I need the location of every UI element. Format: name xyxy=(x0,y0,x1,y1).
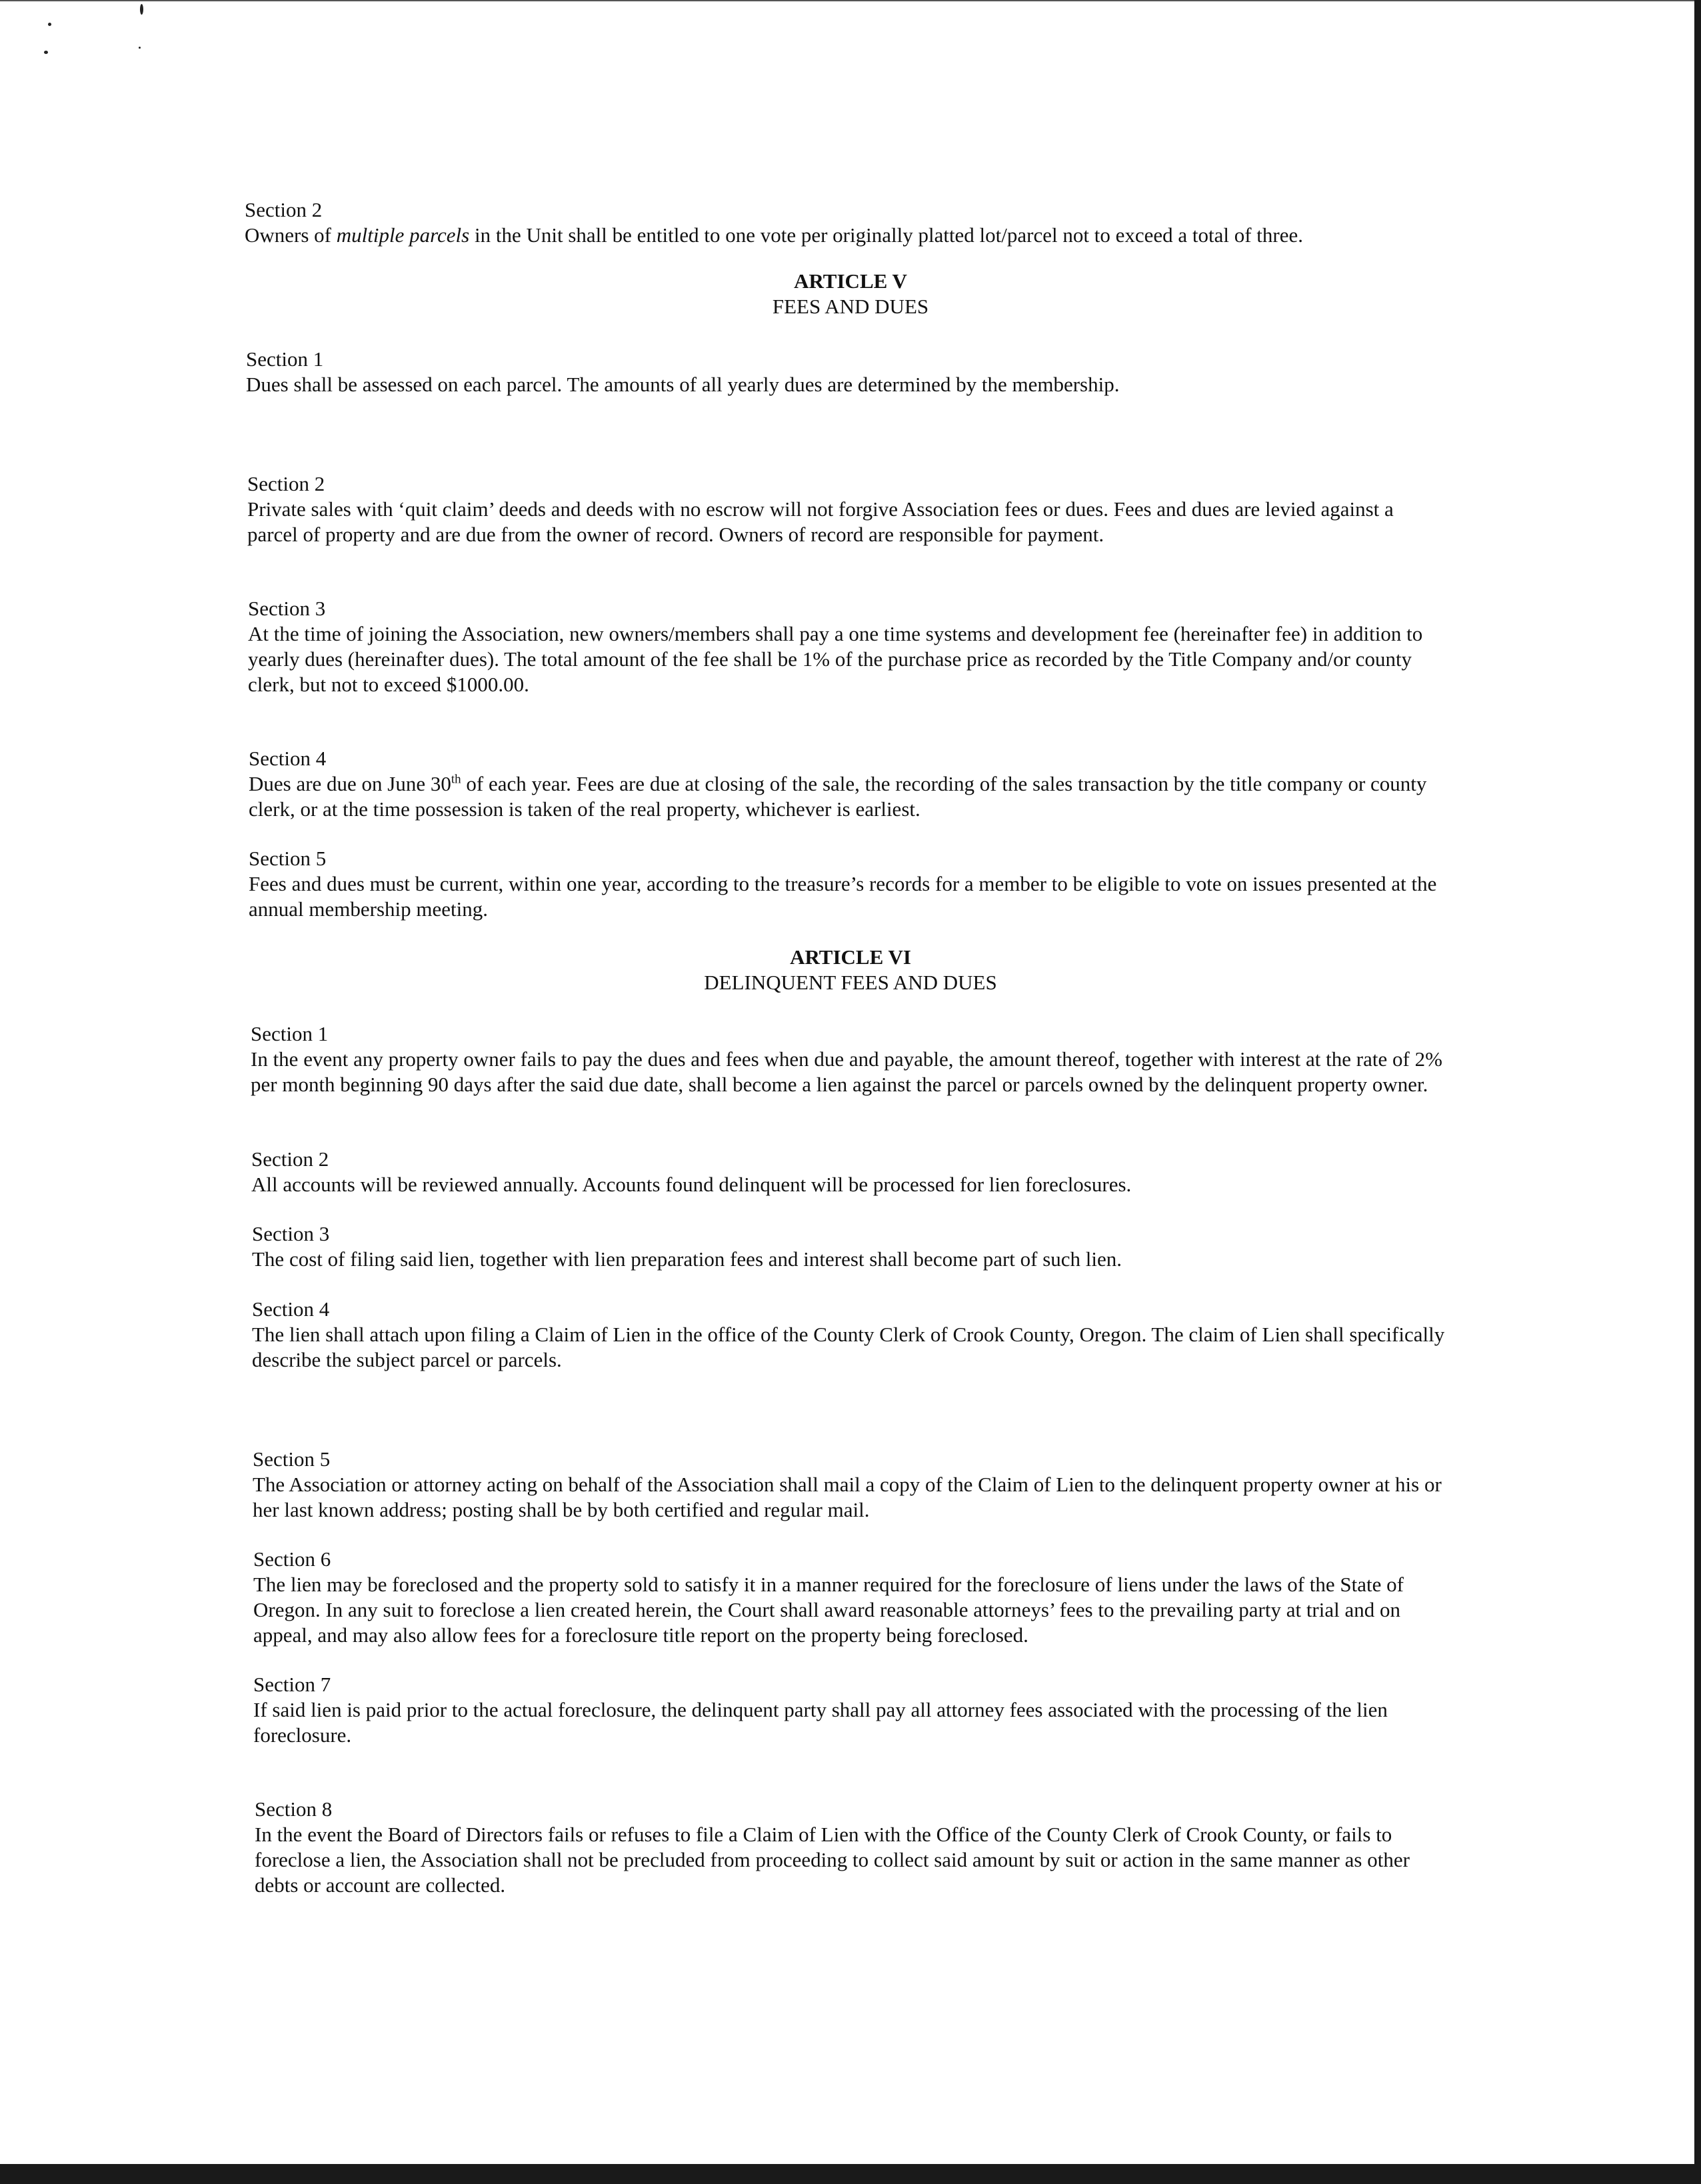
section-block xyxy=(253,1547,1453,1648)
superscript: th xyxy=(451,772,461,787)
article-subtitle: DELINQUENT FEES AND DUES xyxy=(704,971,997,994)
section-text: Fees and dues must be current, within one year, according to the treasure’s records for a member to be eligible to vote on issues presented at the annual membership meeting. xyxy=(249,872,1437,921)
section-heading: Section 2 xyxy=(251,1147,329,1171)
section-heading: Section 2 xyxy=(245,198,323,221)
article-heading xyxy=(751,269,950,319)
section-text: If said lien is paid prior to the actual foreclosure, the delinquent party shall pay all attorney fees associated with the processing of the lien foreclosure. xyxy=(253,1698,1388,1747)
section-block xyxy=(252,1297,1452,1373)
section-text: The lien may be foreclosed and the property sold to satisfy it in a manner required for the foreclosure of liens under the laws of the State of Oregon. In any suit to foreclose a lien created herein, the Court shall award reasonable attorneys’ fees to the prevailing party at trial and on appeal, and may also allow fees for a foreclosure title report on the property being foreclosed. xyxy=(253,1573,1404,1647)
section-heading: Section 5 xyxy=(249,847,327,870)
section-text: Dues shall be assessed on each parcel. The amounts of all yearly dues are determined by the membership. xyxy=(246,373,1120,396)
scan-bottom-border xyxy=(0,2164,1701,2184)
section-heading: Section 4 xyxy=(252,1297,330,1321)
section-block xyxy=(251,1147,1451,1197)
article-title: ARTICLE VI xyxy=(790,945,911,969)
section-text: The cost of filing said lien, together with lien preparation fees and interest shall become part of such lien. xyxy=(252,1247,1122,1271)
section-block xyxy=(252,1221,1452,1272)
section-heading: Section 7 xyxy=(253,1673,331,1696)
section-block xyxy=(248,596,1448,697)
section-block xyxy=(247,471,1447,547)
section-text: Private sales with ‘quit claim’ deeds and deeds with no escrow will not forgive Association fees or dues. Fees and dues are levied against a parcel of property and are due from the owner of record. Owners of record are responsible for payment. xyxy=(247,497,1394,546)
scan-right-border xyxy=(1694,0,1701,2184)
section-text: In the event any property owner fails to pay the dues and fees when due and payable, the amount thereof, together with interest at the rate of 2% per month beginning 90 days after the said due date, shall become a lien against the parcel or parcels owned by the delinquent property owner. xyxy=(251,1047,1442,1096)
section-text: Dues are due on June 30th of each year. Fees are due at closing of the sale, the recording of the sales transaction by the title company or county clerk, or at the time possession is taken of the real property, whichever is earliest. xyxy=(249,772,1427,821)
section-block xyxy=(251,1021,1450,1097)
article-heading xyxy=(684,945,1017,995)
section-heading: Section 8 xyxy=(255,1797,333,1821)
section-block xyxy=(253,1672,1453,1748)
section-heading: Section 3 xyxy=(252,1222,330,1245)
section-text: In the event the Board of Directors fails or refuses to file a Claim of Lien with the Office of the County Clerk of Crook County, or fails to foreclose a lien, the Association shall not be precluded from proceeding to collect said amount by suit or action in the same manner as other debts or account are collected. xyxy=(255,1823,1410,1897)
section-block xyxy=(245,197,1444,248)
section-heading: Section 4 xyxy=(249,747,327,770)
section-text: The Association or attorney acting on behalf of the Association shall mail a copy of the Claim of Lien to the delinquent property owner at his or her last known address; posting shall be by both certified and regular mail. xyxy=(253,1473,1442,1521)
section-block xyxy=(246,347,1446,397)
scan-speck xyxy=(139,47,141,49)
section-text: Owners of multiple parcels in the Unit shall be entitled to one vote per originally platted lot/parcel not to exceed a total of three. xyxy=(245,223,1304,247)
scan-speck xyxy=(140,4,143,15)
section-heading: Section 1 xyxy=(251,1022,329,1045)
section-text: All accounts will be reviewed annually. Accounts found delinquent will be processed for lien foreclosures. xyxy=(251,1173,1132,1196)
article-subtitle: FEES AND DUES xyxy=(772,295,929,318)
section-block xyxy=(249,846,1448,922)
section-block xyxy=(255,1797,1454,1898)
section-heading: Section 5 xyxy=(253,1447,331,1471)
section-text: At the time of joining the Association, new owners/members shall pay a one time systems and development fee (hereinafter fee) in addition to yearly dues (hereinafter dues). The total amount of the fee shall be 1% of the purchase price as recorded by the Title Company and/or county clerk, but not to exceed $1000.00. xyxy=(248,622,1423,696)
scan-top-edge xyxy=(0,0,1701,1)
scan-speck xyxy=(44,51,48,54)
section-heading: Section 6 xyxy=(253,1547,331,1571)
section-block xyxy=(253,1447,1452,1523)
section-text: The lien shall attach upon filing a Claim of Lien in the office of the County Clerk of Crook County, Oregon. The claim of Lien shall specifically describe the subject parcel or parcels. xyxy=(252,1323,1445,1371)
section-heading: Section 3 xyxy=(248,597,326,620)
scan-speck xyxy=(48,23,51,26)
section-block xyxy=(249,746,1448,822)
section-heading: Section 2 xyxy=(247,472,325,495)
article-title: ARTICLE V xyxy=(794,269,907,293)
section-heading: Section 1 xyxy=(246,347,324,371)
emphasis-text: multiple parcels xyxy=(336,223,470,247)
